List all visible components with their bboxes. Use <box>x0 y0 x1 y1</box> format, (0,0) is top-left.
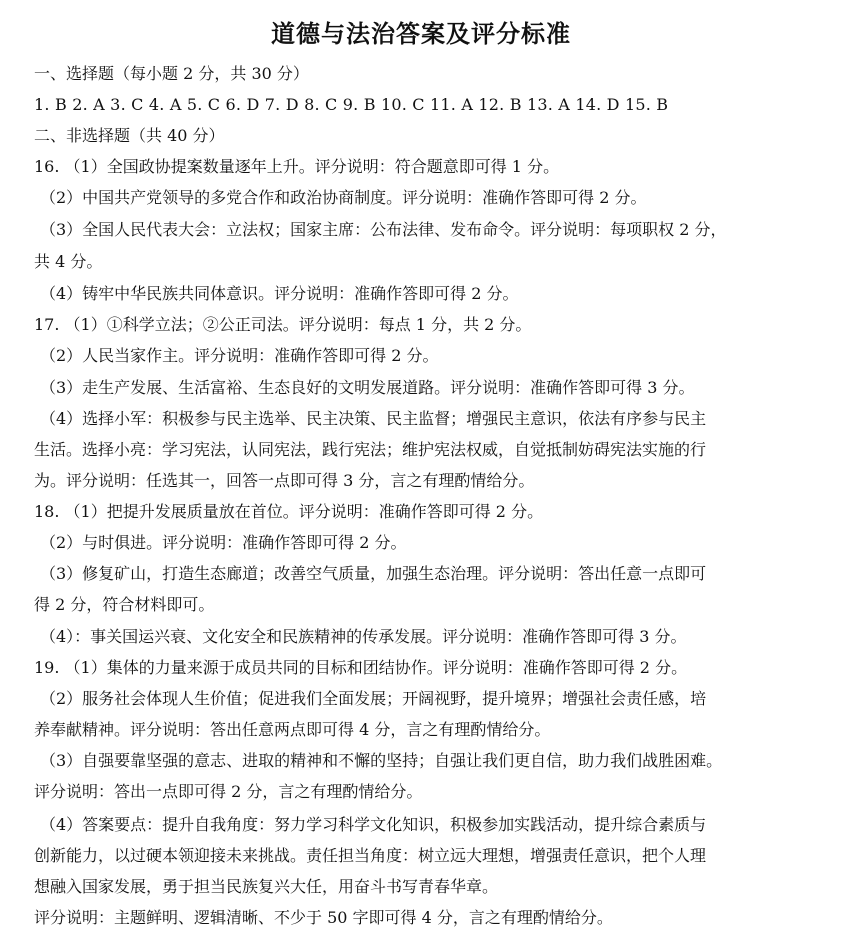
q19-part1: 19. （1）集体的力量来源于成员共同的目标和团结协作。评分说明：准确作答即可得 2 分。 <box>34 658 688 677</box>
section-heading-choice: 一、选择题（每小题 2 分，共 30 分） <box>34 64 309 83</box>
q18-part3-cont: 得 2 分，符合材料即可。 <box>34 595 215 614</box>
q19-scoring-note: 评分说明：主题鲜明、逻辑清晰、不少于 50 字即可得 4 分，言之有理酌情给分。 <box>34 908 613 927</box>
q16-part4: （4）铸牢中华民族共同体意识。评分说明：准确作答即可得 2 分。 <box>40 284 519 303</box>
q19-part4-cont2: 想融入国家发展，勇于担当民族复兴大任，用奋斗书写青春华章。 <box>34 877 499 896</box>
q19-part4-cont1: 创新能力，以过硬本领迎接未来挑战。责任担当角度：树立远大理想，增强责任意识，把个人理 <box>34 846 707 865</box>
q18-part4: （4）：事关国运兴衰、文化安全和民族精神的传承发展。评分说明：准确作答即可得 3 分。 <box>40 627 687 646</box>
q19-part2: （2）服务社会体现人生价值；促进我们全面发展；开阔视野，提升境界；增强社会责任感，培 <box>40 689 707 708</box>
q17-part2: （2）人民当家作主。评分说明：准确作答即可得 2 分。 <box>40 346 439 365</box>
q16-part3-cont: 共 4 分。 <box>34 252 103 271</box>
q17-part4-cont1: 生活。选择小亮：学习宪法，认同宪法，践行宪法；维护宪法权威，自觉抵制妨碍宪法实施的行 <box>34 440 707 459</box>
q18-part3: （3）修复矿山，打造生态廊道；改善空气质量，加强生态治理。评分说明：答出任意一点即可 <box>40 564 707 583</box>
q16-part2: （2）中国共产党领导的多党合作和政治协商制度。评分说明：准确作答即可得 2 分。 <box>40 188 647 207</box>
choice-answers: 1. B 2. A 3. C 4. A 5. C 6. D 7. D 8. C 9. B 10. C 11. A 12. B 13. A 14. D 15. B <box>34 95 669 114</box>
q18-part1: 18. （1）把提升发展质量放在首位。评分说明：准确作答即可得 2 分。 <box>34 502 544 521</box>
q19-part3-cont: 评分说明：答出一点即可得 2 分，言之有理酌情给分。 <box>34 782 423 801</box>
q19-part4: （4）答案要点：提升自我角度：努力学习科学文化知识，积极参加实践活动，提升综合素质与 <box>40 815 707 834</box>
section-heading-nonchoice: 二、非选择题（共 40 分） <box>34 126 225 145</box>
q17-part3: （3）走生产发展、生活富裕、生态良好的文明发展道路。评分说明：准确作答即可得 3 分。 <box>40 378 695 397</box>
q16-part1: 16. （1）全国政协提案数量逐年上升。评分说明：符合题意即可得 1 分。 <box>34 157 560 176</box>
q17-part1: 17. （1）①科学立法；②公正司法。评分说明：每点 1 分，共 2 分。 <box>34 315 532 334</box>
q19-part2-cont: 养奉献精神。评分说明：答出任意两点即可得 4 分，言之有理酌情给分。 <box>34 720 551 739</box>
q17-part4: （4）选择小军：积极参与民主选举、民主决策、民主监督；增强民主意识，依法有序参与民主 <box>40 409 707 428</box>
q17-part4-cont2: 为。评分说明：任选其一，回答一点即可得 3 分，言之有理酌情给分。 <box>34 471 535 490</box>
q19-part3: （3）自强要靠坚强的意志、进取的精神和不懈的坚持；自强让我们更自信，助力我们战胜困难。 <box>40 751 723 770</box>
q18-part2: （2）与时俱进。评分说明：准确作答即可得 2 分。 <box>40 533 407 552</box>
q16-part3: （3）全国人民代表大会：立法权；国家主席：公布法律、发布命令。评分说明：每项职权 2 分， <box>40 220 727 239</box>
page-title: 道德与法治答案及评分标准 <box>271 19 571 48</box>
